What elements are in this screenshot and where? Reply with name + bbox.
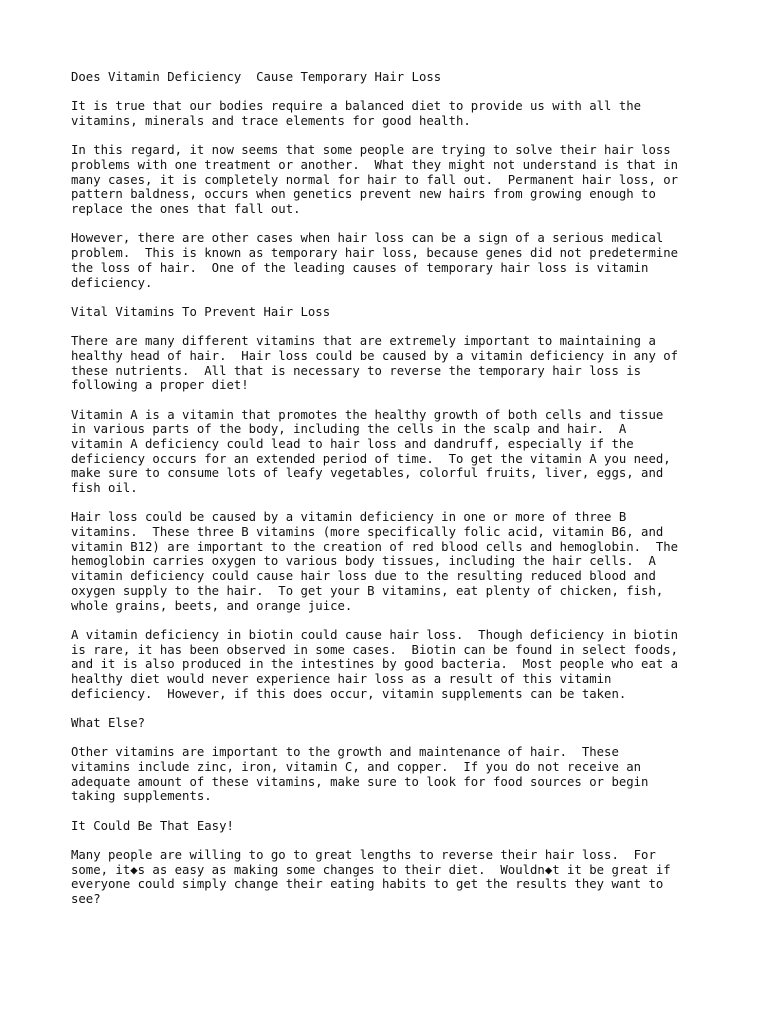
- heading-could-be-easy: It Could Be That Easy!: [71, 818, 234, 833]
- document-page: [71, 70, 711, 921]
- paragraph-many-vitamins: There are many different vitamins that are extremely important to maintaining a healthy head of hair. Hair loss could be caused by a vitamin deficiency in any of these nutrients. All that is necessary to reverse the temporary hair loss is following a proper diet!: [71, 334, 679, 393]
- paragraph-conclusion: Many people are willing to go to great lengths to reverse their hair loss. For some, it◆s as easy as making some changes to their diet. Wouldn◆t it be great if everyone could simply change their eating habits to get the results they want to see?: [71, 847, 671, 907]
- paragraph-vitamin-b: Hair loss could be caused by a vitamin deficiency in one or more of three B vitamins. These three B vitamins (more specifically folic acid, vitamin B6, and vitamin B12) are important to the creation of red blood cells and hemoglobin. The hemoglobin carries oxygen to various body tissues, including the hair cells. A vitamin deficiency could cause hair loss due to the resulting reduced blood and oxygen supply to the hair. To get your B vitamins, eat plenty of chicken, fish, whole grains, beets, and orange juice.: [71, 510, 679, 613]
- paragraph-vitamin-a: Vitamin A is a vitamin that promotes the healthy growth of both cells and tissue in various parts of the body, including the cells in the scalp and hair. A vitamin A deficiency could lead to hair loss and dandruff, especially if the deficiency occurs for an extended period of time. To get the vitamin A you need, make sure to consume lots of leafy vegetables, colorful fruits, liver, eggs, and fish oil.: [71, 407, 671, 496]
- document-title: Does Vitamin Deficiency Cause Temporary Hair Loss: [71, 70, 442, 84]
- paragraph-regard: In this regard, it now seems that some people are trying to solve their hair loss problems with one treatment or another. What they might not understand is that in many cases, it is completely normal for hair to fall out. Permanent hair loss, or pattern baldness, occurs when genetics prevent new hairs from growing enough to replace the ones that fall out.: [71, 143, 679, 217]
- heading-what-else: What Else?: [71, 715, 146, 730]
- paragraph-intro: It is true that our bodies require a balanced diet to provide us with all the vitamins, minerals and trace elements for good health.: [71, 99, 642, 128]
- paragraph-however: However, there are other cases when hair loss can be a sign of a serious medical problem. This is known as temporary hair loss, because genes did not predetermine the loss of hair. One of the leading causes of temporary hair loss is vitamin deficiency.: [71, 231, 679, 290]
- paragraph-biotin: A vitamin deficiency in biotin could cause hair loss. Though deficiency in biotin is rare, it has been observed in some cases. Biotin can be found in select foods, and it is also produced in the intestines by good bacteria. Most people who eat a healthy diet would never experience hair loss as a result of this vitamin deficiency. However, if this does occur, vitamin supplements can be taken.: [71, 627, 679, 701]
- paragraph-other-vitamins: Other vitamins are important to the growth and maintenance of hair. These vitamins include zinc, iron, vitamin C, and copper. If you do not receive an adequate amount of these vitamins, make sure to look for food sources or begin taking supplements.: [71, 745, 649, 804]
- heading-vital-vitamins: Vital Vitamins To Prevent Hair Loss: [71, 304, 331, 319]
